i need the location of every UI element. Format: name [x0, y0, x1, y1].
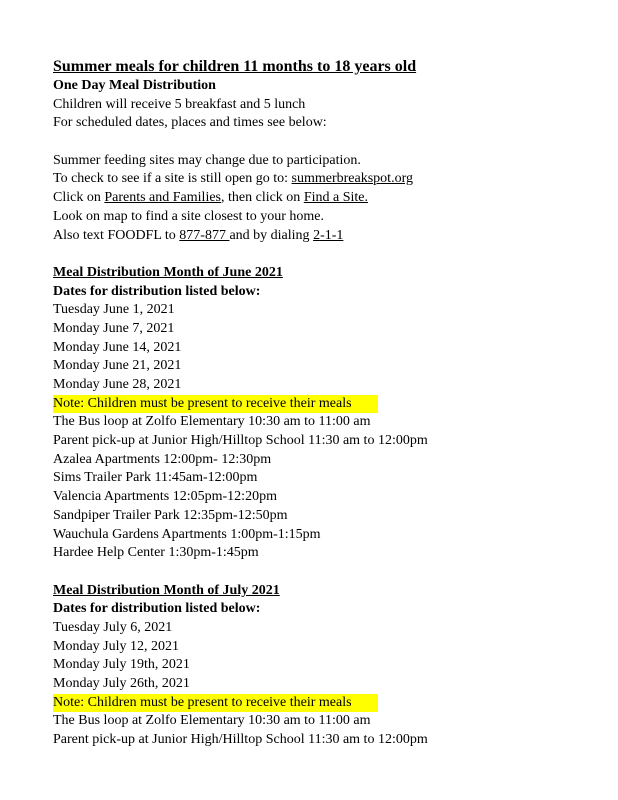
june-date: Monday June 14, 2021 [53, 339, 182, 355]
page-title: Summer meals for children 11 months to 18 years old [53, 58, 417, 75]
dial-211-link[interactable]: 2-1-1 [313, 227, 344, 243]
spacer [53, 245, 593, 264]
july-date: Monday July 12, 2021 [53, 638, 179, 654]
june-site: Sandpiper Trailer Park 12:35pm-12:50pm [53, 507, 288, 523]
july-date: Tuesday July 6, 2021 [53, 619, 173, 635]
sms-number-link[interactable]: 877-877 [179, 227, 230, 243]
info-line-check-site [53, 170, 593, 189]
summerbreakspot-link[interactable]: summerbreakspot.org [291, 171, 413, 187]
info-line-map: Look on map to find a site closest to your home. [53, 208, 325, 224]
distribution-heading: One Day Meal Distribution [53, 78, 216, 93]
june-site: Valencia Apartments 12:05pm-12:20pm [53, 489, 277, 505]
info-text: , then click on [221, 190, 304, 206]
june-subheading: Dates for distribution listed below: [53, 283, 261, 299]
info-line-text [53, 227, 593, 246]
june-site: Wauchula Gardens Apartments 1:00pm-1:15pm [53, 526, 321, 542]
june-heading: Meal Distribution Month of June 2021 [53, 264, 283, 280]
june-date: Tuesday June 1, 2021 [53, 302, 175, 318]
info-line-click [53, 189, 593, 208]
spacer [53, 563, 593, 582]
june-note-row [53, 395, 593, 414]
july-site: The Bus loop at Zolfo Elementary 10:30 am to 11:00 am [53, 713, 371, 729]
june-date: Monday June 21, 2021 [53, 358, 182, 374]
find-a-site-link[interactable]: Find a Site. [303, 190, 368, 206]
june-site: Azalea Apartments 12:00pm- 12:30pm [53, 451, 272, 467]
june-date: Monday June 28, 2021 [53, 377, 182, 392]
spacer [53, 133, 593, 152]
july-subheading: Dates for distribution listed below: [53, 601, 261, 617]
parents-families-link[interactable]: Parents and Families [104, 190, 221, 206]
june-date: Monday June 7, 2021 [53, 320, 175, 336]
july-heading: Meal Distribution Month of July 2021 [53, 582, 280, 598]
july-date: Monday July 26th, 2021 [53, 676, 190, 691]
info-text: Also text FOODFL to [53, 227, 180, 243]
info-text: and by dialing [229, 227, 314, 243]
july-highlighted-note: Note: Children must be present to receive their meals [53, 694, 378, 713]
june-highlighted-note: Note: Children must be present to receive their meals [53, 395, 378, 414]
info-line-sites-change: Summer feeding sites may change due to participation. [53, 152, 361, 168]
info-text: To check to see if a site is still open go to: [53, 171, 292, 187]
june-site: The Bus loop at Zolfo Elementary 10:30 am to 11:00 am [53, 414, 371, 430]
july-note-row [53, 694, 593, 713]
intro-line-schedule: For scheduled dates, places and times see below: [53, 115, 327, 131]
intro-line-meals: Children will receive 5 breakfast and 5 lunch [53, 96, 306, 112]
info-text: Click on [53, 190, 105, 206]
june-site: Sims Trailer Park 11:45am-12:00pm [53, 470, 258, 486]
july-date: Monday July 19th, 2021 [53, 657, 190, 673]
july-site: Parent pick-up at Junior High/Hilltop School 11:30 am to 12:00pm [53, 732, 428, 748]
june-site: Hardee Help Center 1:30pm-1:45pm [53, 545, 259, 561]
document-page [53, 57, 593, 750]
june-site: Parent pick-up at Junior High/Hilltop School 11:30 am to 12:00pm [53, 433, 428, 449]
